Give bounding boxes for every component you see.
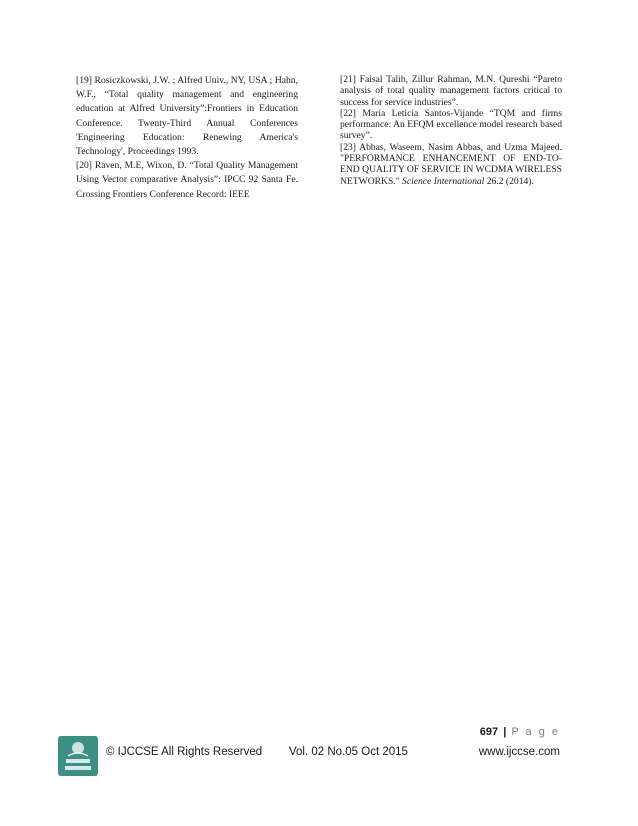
reference-23-journal: Science International bbox=[402, 175, 485, 187]
footer-copyright: © IJCCSE All Rights Reserved bbox=[106, 746, 263, 758]
page-number-indicator bbox=[480, 726, 560, 738]
page-number: 697 bbox=[479, 726, 499, 738]
reference-22: [22] Maria Leticia Santos-Vijande “TQM and firms performance: An EFQM excellence model research based survey”. bbox=[340, 107, 562, 142]
ijccse-logo-icon bbox=[58, 736, 98, 776]
page-number-separator: | bbox=[503, 726, 507, 738]
footer-volume: Vol. 02 No.05 Oct 2015 bbox=[289, 746, 408, 758]
page-label: P a g e bbox=[511, 726, 560, 738]
references-left-column bbox=[76, 74, 298, 202]
reference-20: [20] Raven, M.E, Wixon, D. “Total Quality Management Using Vector comparative Analysis”: IPCC 92 Santa Fe. Crossing Frontiers Conference Record: IEEE bbox=[76, 160, 298, 200]
reference-23 bbox=[340, 142, 562, 187]
page-footer bbox=[0, 722, 638, 782]
reference-19: [19] Rosiczkowski, J.W. ; Alfred Univ., NY, USA ; Hahn, W.F., “Total quality management and engineering education at Alfred University”:Frontiers in Education Conference. Twenty-Third Annual Conferences 'Engineering Education: Renewing America's Technology', Proceedings 1993. bbox=[76, 75, 298, 158]
reference-23-tail: 26.2 (2014). bbox=[484, 175, 534, 187]
references-right-column bbox=[340, 74, 562, 187]
footer-website: www.ijccse.com bbox=[478, 746, 560, 758]
reference-21: [21] Faisal Talib, Zillur Rahman, M.N. Qureshi “Pareto analysis of total quality management factors critical to success for service industries”. bbox=[340, 74, 562, 108]
reference-23-main: [23] Abbas, Waseem, Nasim Abbas, and Uzma Majeed. "PERFORMANCE ENHANCEMENT OF END-TO-END QUALITY OF SERVICE IN WCDMA WIRELESS NETWORKS." bbox=[340, 141, 562, 187]
